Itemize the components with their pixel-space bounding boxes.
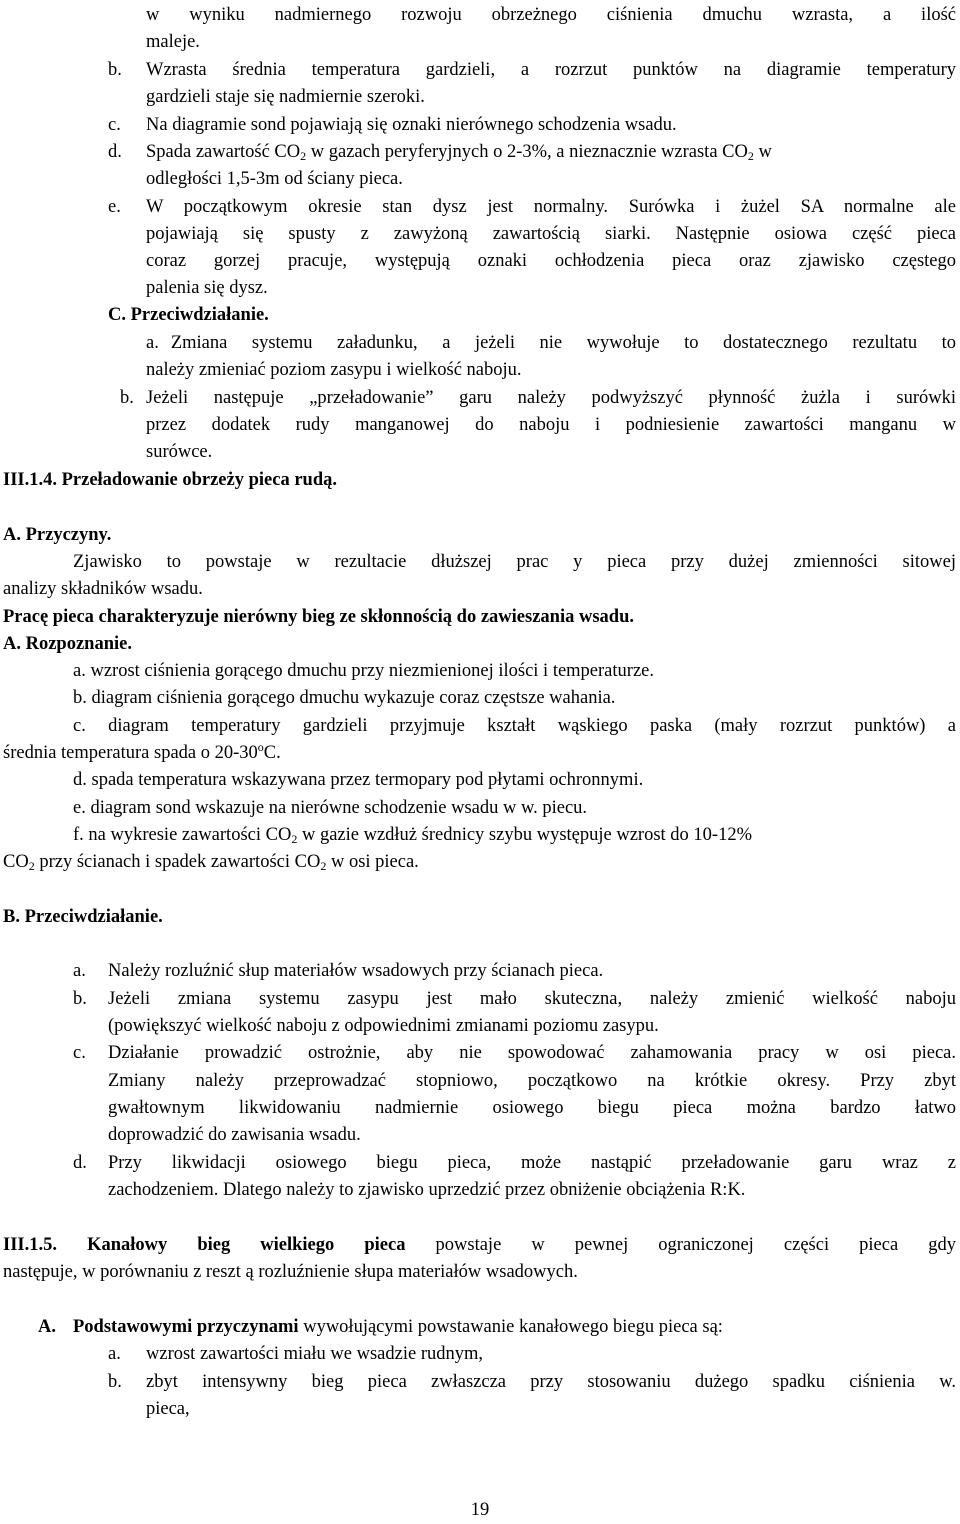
section-heading: III.1.4. Przeładowanie obrzeży pieca rudą. [3,470,337,490]
list-label: d. [108,142,122,162]
list-label: c. [73,1043,86,1063]
subsection-heading: A. Rozpoznanie. [3,634,132,654]
list-item-text: maleje. [146,32,200,52]
list-label: b. [120,388,134,408]
list-item-text: zbyt intensywny bieg pieca zwłaszcza przy stosowaniu dużego spadku ciśnienia w. [146,1372,956,1392]
paragraph-text: następuje, w porównaniu z reszt ą rozluźnienie słupa materiałów wsadowych. [3,1262,578,1282]
list-label: b. [108,1372,122,1392]
list-item-text: b. diagram ciśnienia gorącego dmuchu wykazuje coraz częstsze wahania. [73,688,616,708]
subsection-heading: A. Przyczyny. [3,525,112,545]
list-item-text: w wyniku nadmiernego rozwoju obrzeżnego ciśnienia dmuchu wzrasta, a ilość [146,5,956,25]
list-item-text: e. diagram sond wskazuje na nierówne schodzenie wsadu w w. piecu. [73,798,588,818]
list-label: A. [38,1317,56,1337]
list-item-text: wzrost zawartości miału we wsadzie rudnym, [146,1344,484,1364]
list-item-text: przez dodatek rudy manganowej do naboju i podniesienie zawartości manganu w [146,415,956,435]
list-item-text: $CO_2$ przy ścianach i spadek zawartości $CO_2$ w osi pieca. [3,852,419,873]
list-label: d. [73,1153,87,1173]
list-item-text: Zmiany należy przeprowadzać stopniowo, początkowo na krótkie okresy. Przy zbyt [108,1071,956,1091]
list-item-text: pieca, [146,1399,190,1419]
section-heading: C. Przeciwdziałanie. [108,305,269,325]
list-item-text: zachodzeniem. Dlatego należy to zjawisko uprzedzić przez obniżenie obciążenia R:K. [108,1180,746,1200]
list-label: b. [73,989,87,1009]
list-item-text: (powiększyć wielkość naboju z odpowiednimi zmianami poziomu zasypu. [108,1016,659,1036]
list-item-text: Działanie prowadzić ostrożnie, aby nie spowodować zahamowania pracy w osi pieca. [108,1043,956,1063]
list-item-text: Na diagramie sond pojawiają się oznaki nierównego schodzenia wsadu. [146,115,677,135]
emphasis-line: Pracę pieca charakteryzuje nierówny bieg ze skłonnością do zawieszania wsadu. [3,607,634,627]
list-item-text: a. wzrost ciśnienia gorącego dmuchu przy niezmienionej ilości i temperaturze. [73,661,654,681]
list-item-text: W początkowym okresie stan dysz jest normalny. Surówka i żużel SA normalne ale [146,197,956,217]
section-heading: III.1.5. Kanałowy bieg wielkiego pieca powstaje w pewnej ograniczonej części pieca gdy [3,1235,956,1255]
list-label: c. [108,115,121,135]
paragraph-text: analizy składników wsadu. [3,579,203,599]
list-item-text: gwałtownym likwidowaniu nadmiernie osiowego biegu pieca można bardzo łatwo [108,1098,956,1118]
list-item-text: należy zmieniać poziom zasypu i wielkość naboju. [146,360,522,380]
list-label: a. [73,961,86,981]
list-item-text: Zmiana systemu załadunku, a jeżeli nie wywołuje to dostatecznego rezultatu to [170,333,956,353]
list-item-text: średnia temperatura spada o 20-30$^o$C. [3,740,281,763]
list-item-text: Wzrasta średnia temperatura gardzieli, a rozrzut punktów na diagramie temperatury [146,60,956,80]
list-item-text: odległości 1,5-3m od ściany pieca. [146,169,403,189]
list-item-text: palenia się dysz. [146,278,268,298]
list-label: a. [146,333,159,353]
list-item-text: c. diagram temperatury gardzieli przyjmuje kształt wąskiego paska (mały rozrzut punktów) a [73,716,956,736]
list-item-text: Jeżeli następuje „przeładowanie” garu należy podwyższyć płynność żużla i surówki [146,388,956,408]
paragraph-text: Zjawisko to powstaje w rezultacie dłuższej prac y pieca przy dużej zmienności sitowej [73,552,956,572]
list-label: b. [108,60,122,80]
list-item-text: Spada zawartość $CO_2$ w gazach peryferyjnych o 2-3%, a nieznacznie wzrasta $CO_2$ w [146,142,772,163]
page-number: 19 [470,1500,490,1520]
list-item-text: Należy rozluźnić słup materiałów wsadowych przy ścianach pieca. [108,961,604,981]
list-item-text: Podstawowymi przyczynami wywołującymi powstawanie kanałowego biegu pieca są: [73,1317,723,1337]
list-item-text: gardzieli staje się nadmiernie szeroki. [146,87,425,107]
list-item-text: Jeżeli zmiana systemu zasypu jest mało skuteczna, należy zmienić wielkość naboju [108,989,956,1009]
list-item-text: Przy likwidacji osiowego biegu pieca, może nastąpić przeładowanie garu wraz z [108,1153,956,1173]
list-item-text: doprowadzić do zawisania wsadu. [108,1125,361,1145]
list-item-text: f. na wykresie zawartości $CO_2$ w gazie wzdłuż średnicy szybu występuje wzrost do 10-12% [73,825,752,846]
list-item-text: coraz gorzej pracuje, występują oznaki ochłodzenia pieca oraz zjawisko częstego [146,251,956,271]
list-label: a. [108,1344,121,1364]
list-label: e. [108,197,121,217]
list-item-text: surówce. [146,442,213,462]
list-item-text: pojawiają się spusty z zawyżoną zawartością siarki. Następnie osiowa część pieca [146,224,956,244]
subsection-heading: B. Przeciwdziałanie. [3,907,163,927]
list-item-text: d. spada temperatura wskazywana przez termopary pod płytami ochronnymi. [73,770,644,790]
